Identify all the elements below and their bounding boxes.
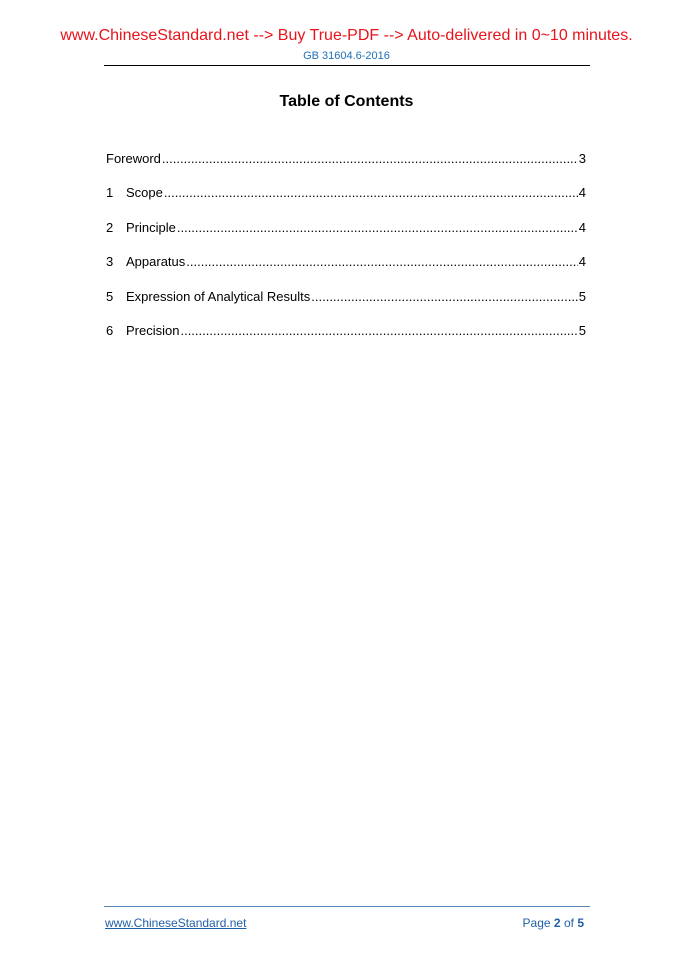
toc-dot-leader <box>162 151 578 167</box>
toc-entry-number: 2 <box>106 219 114 235</box>
toc-entry-label: Scope <box>126 185 163 201</box>
toc-entry-number: 5 <box>106 288 114 304</box>
footer-divider <box>104 906 590 907</box>
page-prefix: Page <box>522 916 551 930</box>
toc-list <box>106 151 586 357</box>
toc-entry-page: 5 <box>578 288 586 304</box>
page-title: Table of Contents <box>279 93 414 110</box>
header-banner: www.ChineseStandard.net --> Buy True-PDF --> Auto-delivered in 0~10 minutes. <box>60 27 633 44</box>
toc-entry-precision[interactable] <box>106 323 586 357</box>
header-divider <box>104 65 590 66</box>
toc-entry-expression-of-results[interactable] <box>106 289 586 323</box>
toc-entry-page: 4 <box>578 254 586 270</box>
toc-entry-label: Principle <box>126 219 176 235</box>
toc-entry-number: 6 <box>106 322 114 338</box>
toc-entry-foreword[interactable] <box>106 151 586 185</box>
total-pages: 5 <box>577 916 584 930</box>
page-separator: of <box>563 916 574 930</box>
toc-entry-label: Precision <box>126 322 180 338</box>
page-number <box>523 916 584 930</box>
toc-entry-page: 4 <box>578 185 586 201</box>
toc-dot-leader <box>311 289 578 305</box>
toc-dot-leader <box>177 220 578 236</box>
toc-entry-page: 5 <box>578 322 586 338</box>
toc-dot-leader <box>180 323 577 339</box>
toc-entry-label: Foreword <box>106 151 161 166</box>
toc-entry-label: Expression of Analytical Results <box>126 288 311 304</box>
current-page: 2 <box>553 916 561 930</box>
toc-dot-leader <box>186 254 578 270</box>
footer-website-link[interactable]: www.ChineseStandard.net <box>105 916 247 930</box>
toc-dot-leader <box>164 185 578 201</box>
toc-entry-page: 4 <box>578 219 586 235</box>
toc-entry-principle[interactable] <box>106 220 586 254</box>
toc-entry-page: 3 <box>578 151 586 166</box>
toc-entry-label: Apparatus <box>126 254 186 270</box>
toc-entry-scope[interactable] <box>106 185 586 219</box>
toc-entry-number: 1 <box>106 185 114 201</box>
toc-entry-apparatus[interactable] <box>106 254 586 288</box>
standard-code: GB 31604.6-2016 <box>303 50 390 62</box>
toc-entry-number: 3 <box>106 254 114 270</box>
